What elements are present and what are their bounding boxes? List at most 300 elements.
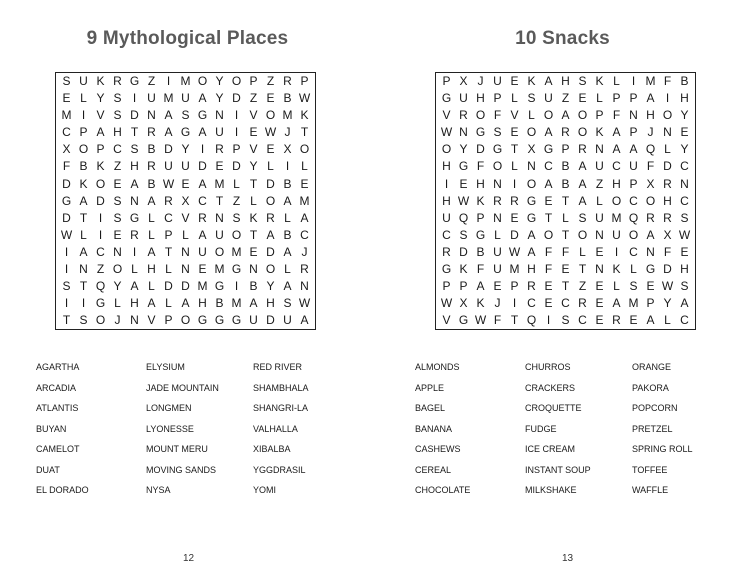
grid-letter: G: [645, 262, 656, 277]
grid-letter: M: [299, 193, 310, 208]
grid-letter: H: [130, 296, 139, 311]
grid-letter: G: [526, 193, 537, 208]
grid-letter: O: [299, 142, 310, 157]
grid-letter: B: [283, 227, 292, 242]
grid-letter: R: [459, 108, 468, 123]
grid-letter: U: [164, 159, 173, 174]
grid-letter: L: [233, 176, 240, 191]
grid-letter: Y: [249, 159, 258, 174]
grid-letter: V: [147, 313, 156, 328]
grid-letter: P: [629, 125, 638, 140]
grid-letter: M: [645, 74, 656, 88]
grid-letter: D: [266, 313, 275, 328]
word-list-item: CASHEWS: [415, 444, 461, 454]
word-list-item: ICE CREAM: [525, 444, 576, 454]
grid-letter: O: [628, 227, 639, 242]
grid-letter: Z: [249, 91, 258, 106]
grid-letter: A: [283, 279, 292, 294]
grid-letter: D: [663, 262, 672, 277]
grid-letter: L: [562, 210, 569, 225]
grid-letter: A: [476, 279, 485, 294]
grid-letter: X: [181, 193, 190, 208]
word-list-item: CAMELOT: [36, 444, 80, 454]
grid-letter: N: [493, 176, 502, 191]
grid-letter: D: [232, 91, 241, 106]
word-list-item: ATLANTIS: [36, 403, 79, 413]
grid-letter: N: [629, 108, 638, 123]
grid-letter: A: [130, 176, 139, 191]
grid-letter: F: [62, 159, 71, 174]
grid-letter: J: [284, 125, 291, 140]
grid-letter: O: [231, 74, 242, 88]
word-list-item: FUDGE: [525, 423, 557, 434]
grid-letter: U: [544, 91, 553, 106]
grid-letter: N: [147, 108, 156, 123]
grid-letter: O: [577, 108, 588, 123]
grid-letter: E: [181, 176, 190, 191]
grid-letter: A: [164, 125, 173, 140]
grid-letter: W: [508, 244, 521, 259]
word-list-item: MILKSHAKE: [525, 485, 577, 495]
word-list-item: ALMONDS: [415, 362, 460, 372]
grid-letter: N: [79, 262, 88, 277]
grid-letter: W: [661, 279, 674, 294]
grid-letter: D: [663, 159, 672, 174]
grid-letter: Z: [266, 74, 275, 88]
grid-letter: A: [612, 142, 621, 157]
grid-letter: A: [629, 142, 638, 157]
word-list-item: CEREAL: [415, 464, 452, 475]
grid-letter: T: [510, 142, 519, 157]
grid-letter: A: [578, 176, 587, 191]
grid-letter: B: [215, 296, 224, 311]
grid-letter: G: [231, 262, 242, 277]
grid-letter: O: [645, 193, 656, 208]
grid-letter: Y: [96, 91, 105, 106]
grid-letter: L: [148, 279, 155, 294]
grid-letter: B: [476, 244, 485, 259]
grid-letter: S: [680, 279, 689, 294]
grid-letter: C: [527, 296, 536, 311]
grid-letter: Q: [628, 210, 639, 225]
grid-letter: X: [646, 176, 655, 191]
grid-letter: G: [129, 74, 140, 88]
right-page: [375, 0, 750, 581]
grid-letter: R: [578, 296, 587, 311]
grid-letter: R: [663, 176, 672, 191]
grid-letter: L: [613, 74, 620, 88]
grid-letter: S: [113, 91, 122, 106]
grid-letter: S: [629, 279, 638, 294]
grid-letter: S: [130, 142, 139, 157]
grid-letter: U: [493, 74, 502, 88]
grid-letter: L: [596, 193, 603, 208]
grid-letter: K: [595, 74, 604, 88]
grid-letter: P: [510, 279, 519, 294]
grid-letter: P: [442, 279, 451, 294]
word-list-item: LONGMEN: [146, 403, 192, 413]
word-list-item: BUYAN: [36, 423, 67, 434]
grid-letter: C: [300, 227, 309, 242]
grid-letter: E: [459, 176, 468, 191]
grid-letter: U: [215, 125, 224, 140]
grid-letter: N: [663, 125, 672, 140]
grid-letter: D: [459, 244, 468, 259]
grid-letter: N: [113, 244, 122, 259]
grid-letter: I: [64, 296, 69, 311]
grid-letter: G: [492, 142, 503, 157]
grid-letter: X: [283, 142, 292, 157]
grid-letter: U: [595, 210, 604, 225]
grid-letter: D: [62, 176, 71, 191]
grid-letter: B: [283, 176, 292, 191]
grid-letter: O: [78, 142, 89, 157]
grid-letter: E: [113, 227, 122, 242]
grid-letter: I: [64, 244, 69, 259]
word-list-item: CHURROS: [525, 362, 571, 372]
page-number: 13: [562, 553, 574, 564]
grid-letter: C: [561, 296, 570, 311]
grid-letter: L: [301, 159, 308, 174]
grid-letter: P: [612, 91, 621, 106]
grid-letter: Y: [113, 279, 122, 294]
grid-letter: M: [231, 244, 242, 259]
grid-letter: N: [459, 125, 468, 140]
grid-letter: L: [165, 296, 172, 311]
grid-letter: E: [544, 279, 553, 294]
grid-letter: J: [647, 125, 654, 140]
grid-letter: P: [476, 210, 485, 225]
grid-letter: N: [130, 313, 139, 328]
grid-letter: U: [283, 313, 292, 328]
grid-letter: S: [113, 210, 122, 225]
grid-letter: H: [113, 125, 122, 140]
grid-letter: Z: [232, 193, 241, 208]
grid-letter: K: [476, 296, 485, 311]
grid-letter: A: [578, 193, 587, 208]
grid-letter: J: [477, 74, 484, 88]
grid-letter: E: [300, 176, 309, 191]
grid-letter: E: [595, 296, 604, 311]
grid-letter: D: [181, 279, 190, 294]
grid-letter: A: [198, 125, 207, 140]
word-list-item: SHANGRI-LA: [253, 403, 309, 413]
grid-letter: R: [266, 210, 275, 225]
word-list-item: CRACKERS: [525, 382, 576, 393]
grid-letter: E: [544, 193, 553, 208]
grid-letter: L: [511, 159, 518, 174]
grid-letter: U: [493, 244, 502, 259]
grid-letter: B: [680, 74, 689, 88]
grid-letter: U: [459, 91, 468, 106]
grid-letter: B: [561, 176, 570, 191]
grid-letter: J: [301, 244, 308, 259]
grid-letter: S: [561, 313, 570, 328]
grid-letter: A: [181, 296, 190, 311]
grid-letter: T: [510, 313, 519, 328]
word-list-item: MOVING SANDS: [146, 464, 217, 475]
grid-letter: A: [527, 244, 536, 259]
grid-letter: K: [96, 159, 105, 174]
grid-letter: R: [198, 210, 207, 225]
grid-letter: A: [283, 244, 292, 259]
grid-letter: I: [81, 108, 86, 123]
grid-letter: R: [527, 279, 536, 294]
grid-letter: O: [197, 74, 208, 88]
grid-letter: U: [442, 210, 451, 225]
grid-letter: M: [231, 296, 242, 311]
grid-letter: H: [527, 262, 536, 277]
grid-letter: I: [614, 244, 619, 259]
grid-letter: T: [79, 210, 88, 225]
grid-letter: G: [180, 125, 191, 140]
grid-letter: K: [595, 125, 604, 140]
grid-letter: N: [181, 244, 190, 259]
grid-letter: F: [663, 74, 672, 88]
grid-letter: X: [527, 142, 536, 157]
grid-letter: Y: [215, 74, 224, 88]
grid-letter: E: [595, 244, 604, 259]
grid-letter: T: [300, 125, 309, 140]
grid-letter: T: [249, 227, 258, 242]
grid-letter: H: [198, 296, 207, 311]
word-list-item: SHAMBHALA: [253, 382, 309, 393]
grid-letter: C: [629, 244, 638, 259]
grid-letter: P: [249, 74, 258, 88]
page-number: 12: [183, 553, 195, 564]
grid-letter: U: [612, 227, 621, 242]
grid-letter: L: [165, 262, 172, 277]
word-list-item: WAFFLE: [632, 485, 669, 495]
grid-letter: I: [234, 125, 239, 140]
grid-letter: R: [442, 244, 451, 259]
grid-letter: C: [62, 125, 71, 140]
grid-letter: L: [250, 193, 257, 208]
grid-letter: D: [130, 108, 139, 123]
word-list-item: APPLE: [415, 382, 445, 393]
grid-letter: A: [164, 108, 173, 123]
grid-letter: E: [680, 125, 689, 140]
grid-letter: M: [509, 262, 520, 277]
grid-letter: L: [114, 296, 121, 311]
grid-letter: U: [249, 313, 258, 328]
grid-letter: G: [197, 108, 208, 123]
grid-letter: C: [113, 142, 122, 157]
grid-letter: E: [680, 244, 689, 259]
grid-letter: R: [300, 262, 309, 277]
grid-letter: D: [476, 142, 485, 157]
grid-letter: Q: [645, 142, 656, 157]
grid-letter: K: [459, 262, 468, 277]
grid-letter: R: [612, 313, 621, 328]
grid-letter: N: [215, 108, 224, 123]
grid-letter: V: [249, 142, 258, 157]
grid-letter: N: [493, 210, 502, 225]
grid-letter: S: [113, 108, 122, 123]
grid-letter: A: [544, 74, 553, 88]
grid-letter: O: [95, 176, 106, 191]
grid-letter: B: [283, 91, 292, 106]
grid-letter: H: [476, 91, 485, 106]
grid-letter: T: [215, 193, 224, 208]
grid-letter: W: [60, 227, 73, 242]
grid-letter: X: [663, 227, 672, 242]
grid-letter: R: [215, 142, 224, 157]
word-list-item: ARCADIA: [36, 382, 77, 393]
grid-letter: X: [62, 142, 71, 157]
grid-letter: U: [79, 74, 88, 88]
grid-letter: S: [283, 296, 292, 311]
grid-letter: I: [444, 176, 449, 191]
grid-letter: Y: [663, 296, 672, 311]
grid-letter: D: [510, 227, 519, 242]
word-list-item: INSTANT SOUP: [525, 464, 591, 475]
grid-letter: L: [528, 108, 535, 123]
grid-letter: W: [440, 125, 453, 140]
grid-letter: R: [113, 74, 122, 88]
grid-letter: C: [578, 313, 587, 328]
grid-letter: P: [629, 176, 638, 191]
grid-letter: C: [680, 193, 689, 208]
grid-letter: R: [561, 125, 570, 140]
grid-letter: E: [510, 74, 519, 88]
grid-letter: S: [527, 91, 536, 106]
grid-letter: Y: [266, 279, 275, 294]
grid-letter: N: [595, 142, 604, 157]
grid-letter: H: [442, 159, 451, 174]
grid-letter: W: [474, 313, 487, 328]
grid-letter: D: [62, 210, 71, 225]
grid-letter: E: [510, 210, 519, 225]
grid-letter: M: [61, 108, 72, 123]
grid-letter: I: [234, 108, 239, 123]
grid-letter: E: [198, 262, 207, 277]
grid-letter: W: [440, 296, 453, 311]
grid-letter: R: [578, 142, 587, 157]
word-list-item: PAKORA: [632, 382, 669, 393]
word-list-item: AGARTHA: [36, 362, 80, 372]
grid-letter: T: [561, 227, 570, 242]
word-list-item: LYONESSE: [146, 423, 194, 434]
grid-letter: P: [232, 142, 241, 157]
grid-letter: T: [578, 262, 587, 277]
grid-letter: O: [577, 125, 588, 140]
grid-letter: S: [62, 279, 71, 294]
grid-letter: F: [663, 244, 672, 259]
grid-letter: O: [526, 125, 537, 140]
grid-letter: L: [511, 91, 518, 106]
grid-letter: G: [231, 313, 242, 328]
grid-letter: N: [595, 262, 604, 277]
grid-letter: L: [148, 227, 155, 242]
grid-letter: I: [546, 313, 551, 328]
grid-letter: A: [130, 279, 139, 294]
grid-letter: U: [493, 262, 502, 277]
grid-letter: A: [198, 176, 207, 191]
grid-letter: A: [646, 313, 655, 328]
grid-letter: O: [265, 108, 276, 123]
grid-letter: C: [680, 313, 689, 328]
grid-letter: G: [441, 91, 452, 106]
grid-letter: O: [662, 108, 673, 123]
grid-letter: A: [249, 296, 258, 311]
grid-letter: A: [544, 176, 553, 191]
grid-letter: A: [198, 227, 207, 242]
grid-letter: O: [441, 142, 452, 157]
word-list-item: ORANGE: [632, 362, 672, 372]
grid-letter: E: [578, 91, 587, 106]
grid-letter: N: [215, 210, 224, 225]
grid-letter: P: [96, 142, 105, 157]
grid-letter: L: [80, 91, 87, 106]
grid-letter: G: [458, 159, 469, 174]
grid-letter: O: [475, 108, 486, 123]
word-list-item: POPCORN: [632, 403, 678, 413]
letter-grid: [55, 72, 316, 330]
grid-letter: F: [476, 262, 485, 277]
grid-letter: N: [527, 159, 536, 174]
grid-letter: I: [512, 176, 517, 191]
grid-letter: V: [442, 313, 451, 328]
grid-letter: G: [441, 262, 452, 277]
word-list-item: CHOCOLATE: [415, 485, 471, 495]
grid-letter: M: [180, 74, 191, 88]
grid-letter: I: [512, 296, 517, 311]
grid-letter: W: [298, 296, 311, 311]
letter-grid: [435, 72, 696, 330]
grid-letter: R: [493, 193, 502, 208]
grid-letter: E: [544, 296, 553, 311]
grid-letter: F: [544, 244, 553, 259]
grid-letter: R: [164, 193, 173, 208]
grid-letter: C: [442, 227, 451, 242]
grid-letter: Y: [181, 142, 190, 157]
grid-letter: P: [595, 108, 604, 123]
grid-letter: H: [680, 262, 689, 277]
grid-letter: L: [80, 227, 87, 242]
grid-letter: A: [646, 91, 655, 106]
grid-letter: E: [561, 262, 570, 277]
word-list-item: BANANA: [415, 423, 453, 434]
grid-letter: W: [298, 91, 311, 106]
grid-letter: L: [613, 279, 620, 294]
grid-letter: N: [595, 227, 604, 242]
grid-letter: N: [130, 193, 139, 208]
grid-letter: L: [284, 210, 291, 225]
grid-letter: W: [162, 176, 175, 191]
grid-letter: Y: [680, 108, 689, 123]
grid-letter: A: [646, 227, 655, 242]
word-list-item: TOFFEE: [632, 464, 668, 475]
word-list-item: YOMI: [253, 485, 277, 495]
grid-letter: B: [147, 142, 156, 157]
grid-letter: T: [164, 244, 173, 259]
grid-letter: V: [249, 108, 258, 123]
word-list-item: DUAT: [36, 464, 60, 475]
grid-letter: T: [561, 279, 570, 294]
grid-letter: T: [561, 193, 570, 208]
grid-letter: I: [200, 142, 205, 157]
grid-letter: A: [147, 193, 156, 208]
grid-letter: O: [611, 193, 622, 208]
grid-letter: H: [680, 91, 689, 106]
grid-letter: D: [164, 142, 173, 157]
grid-letter: L: [579, 244, 586, 259]
grid-letter: A: [680, 296, 689, 311]
grid-letter: M: [214, 262, 225, 277]
grid-letter: U: [181, 159, 190, 174]
grid-letter: O: [265, 262, 276, 277]
